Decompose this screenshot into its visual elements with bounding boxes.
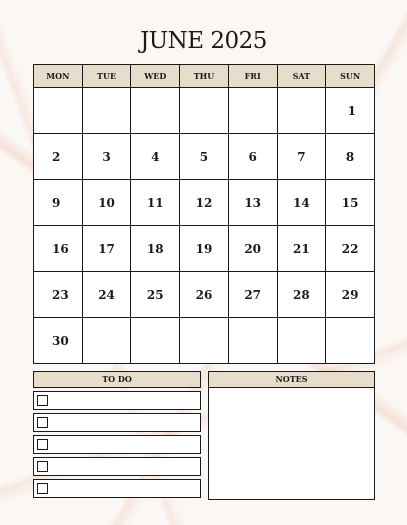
day-cell: 3 [82, 134, 131, 180]
checkbox-icon[interactable] [37, 461, 48, 472]
week-row [34, 272, 375, 318]
day-cell [131, 318, 180, 364]
week-row [34, 134, 375, 180]
notes-panel [208, 371, 375, 500]
todo-item[interactable] [33, 391, 201, 410]
day-cell: 18 [131, 226, 180, 272]
week-row [34, 226, 375, 272]
day-cell: 12 [180, 180, 229, 226]
checkbox-icon[interactable] [37, 395, 48, 406]
day-cell: 9 [34, 180, 83, 226]
day-cell: 20 [228, 226, 277, 272]
day-cell: 2 [34, 134, 83, 180]
weekday-sat: SAT [277, 65, 326, 88]
page-title: JUNE 2025 [140, 28, 267, 54]
weekday-header-row [34, 65, 375, 88]
checkbox-icon[interactable] [37, 417, 48, 428]
day-cell: 30 [34, 318, 83, 364]
day-cell [180, 88, 229, 134]
notes-area[interactable] [208, 388, 375, 500]
day-cell: 1 [326, 88, 375, 134]
checkbox-icon[interactable] [37, 483, 48, 494]
day-cell [277, 318, 326, 364]
notes-heading: NOTES [208, 371, 375, 388]
todo-item[interactable] [33, 413, 201, 432]
weekday-fri: FRI [228, 65, 277, 88]
day-cell [277, 88, 326, 134]
day-cell: 4 [131, 134, 180, 180]
day-cell [82, 318, 131, 364]
day-cell [228, 318, 277, 364]
todo-item[interactable] [33, 479, 201, 498]
calendar-grid [33, 64, 375, 364]
day-cell: 6 [228, 134, 277, 180]
day-cell: 15 [326, 180, 375, 226]
day-cell [180, 318, 229, 364]
day-cell: 11 [131, 180, 180, 226]
day-cell: 22 [326, 226, 375, 272]
weekday-wed: WED [131, 65, 180, 88]
day-cell [34, 88, 83, 134]
todo-item[interactable] [33, 435, 201, 454]
weekday-tue: TUE [82, 65, 131, 88]
day-cell: 26 [180, 272, 229, 318]
todo-item[interactable] [33, 457, 201, 476]
day-cell: 17 [82, 226, 131, 272]
day-cell: 7 [277, 134, 326, 180]
day-cell: 28 [277, 272, 326, 318]
day-cell [131, 88, 180, 134]
day-cell: 25 [131, 272, 180, 318]
day-cell: 5 [180, 134, 229, 180]
checkbox-icon[interactable] [37, 439, 48, 450]
day-cell: 8 [326, 134, 375, 180]
day-cell: 16 [34, 226, 83, 272]
weekday-sun: SUN [326, 65, 375, 88]
todo-panel [33, 371, 201, 498]
day-cell: 14 [277, 180, 326, 226]
day-cell [82, 88, 131, 134]
day-cell: 23 [34, 272, 83, 318]
day-cell [326, 318, 375, 364]
week-row [34, 180, 375, 226]
day-cell: 19 [180, 226, 229, 272]
day-cell: 21 [277, 226, 326, 272]
day-cell: 13 [228, 180, 277, 226]
weekday-thu: THU [180, 65, 229, 88]
day-cell: 27 [228, 272, 277, 318]
day-cell: 10 [82, 180, 131, 226]
week-row [34, 318, 375, 364]
day-cell: 29 [326, 272, 375, 318]
day-cell [228, 88, 277, 134]
weekday-mon: MON [34, 65, 83, 88]
day-cell: 24 [82, 272, 131, 318]
week-row [34, 88, 375, 134]
todo-heading: TO DO [33, 371, 201, 388]
